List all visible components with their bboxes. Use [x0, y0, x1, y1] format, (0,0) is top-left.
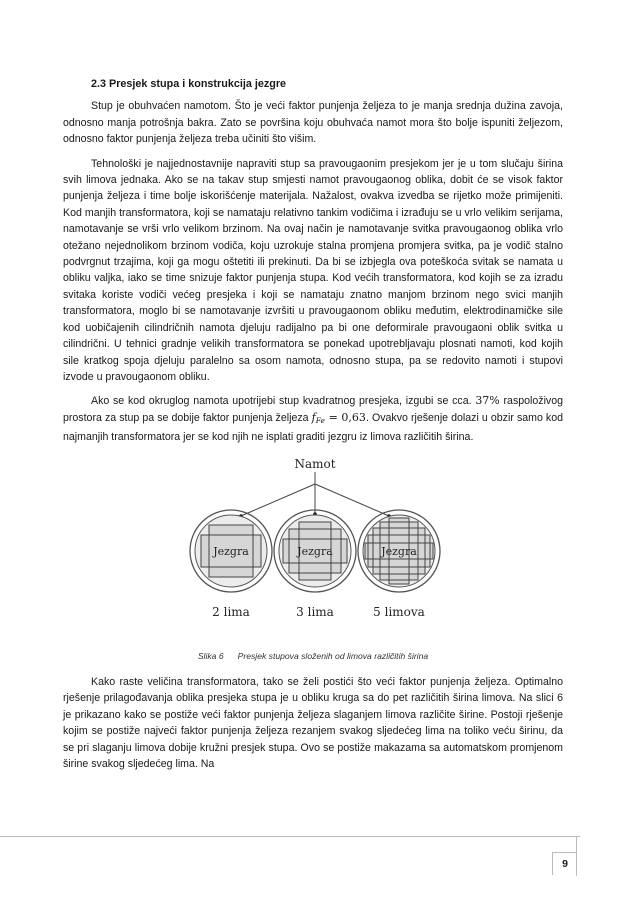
section-heading: 2.3 Presjek stupa i konstrukcija jezgre — [91, 78, 287, 90]
page-number: 9 — [552, 852, 577, 875]
page-content — [63, 76, 563, 772]
sub-label-5-limova: 5 limova — [373, 604, 425, 619]
core-label-3: Jezgra — [381, 544, 417, 558]
section-3-lima — [274, 510, 356, 592]
sub-label-2-lima: 2 lima — [212, 604, 250, 619]
figure-core-sections — [63, 454, 563, 644]
fill-factor-subscript: Fe — [315, 415, 325, 425]
caption-text: Presjek stupova složenih od limova različitih širina — [237, 650, 429, 661]
paragraph-1: Stup je obuhvaćen namotom. Što je veći faktor punjenja željeza to je manja srednja dužina zavoja, odnosno manja potrošnja bakra. Zato se površina koju obuhvaća namot mora što bolje ispuniti željezom, odnosno faktor punjenja željeza treba učiniti što višim. — [63, 100, 563, 146]
core-label-1: Jezgra — [213, 544, 249, 558]
core-label-2: Jezgra — [297, 544, 333, 558]
paragraph-3 — [63, 393, 563, 445]
loss-percent: 37% — [475, 394, 500, 408]
core-section-diagram — [63, 454, 563, 644]
sub-label-3-lima: 3 lima — [296, 604, 334, 619]
paragraph-4: Kako raste veličina transformatora, tako se želi postići što veći faktor punjenja željeza. Optimalno rješenje prilagođavanja oblika presjeka stupa je u obliku kruga sa do pet različitih širina limova. Na slici 6 je prikazano kako se postiže veći faktor punjenja željeza slaganjem limova različite širine. Postoji rješenje kojim se postiže najveći faktor punjenja željeza rezanjem svakog sljedećeg lima na toliko veću širinu, da se pri slaganju limova dobije kružni presjek stupa. Ovo se postiže makazama sa automatskom promjenom širine svakog sljedećeg lima. Na — [63, 675, 563, 770]
fill-factor-value: = 0,63 — [324, 410, 366, 424]
section-5-limova — [358, 510, 440, 592]
section-2-lima — [190, 510, 272, 592]
paragraph-3-part-3: . Ovakvo rješenje dolazi u obzir samo kod najmanjih transformatora jer se kod njih ne isplati graditi jezgru iz limova različitih širina. — [63, 411, 564, 444]
fill-factor-symbol: f — [311, 410, 316, 424]
footer-rule — [0, 836, 580, 837]
paragraph-2: Tehnološki je najjednostavnije napraviti stup sa pravougaonim presjekom jer je u tom slučaju širina svih limova jednaka. Ako se na takav stup smjesti namot pravougaonog oblika, dobit će se visok faktor punjenja željeza i time bolje iskorišćenje materijala. Nažalost, ovakva izvedba se rijetko može primijeniti. Kod manjih transformatora, koji se namataju relativno tankim vodičima i izrađuju se u vrlo velikim serijama, namotavanje se vrši vrlo velikom brzinom. Na ovaj način je namotavanje svitka pravougaonog oblika vrlo otežano nejednolikom brzinom vodiča, koju uzrokuje stalna promjena promjera svitka, pa je vodič stalno podvrgnut trzajima, koji ga mogu oštetiti ili prekinuti. Da bi se izbjegla ova poteškoća svitak se namata u obliku valjka, iako se time snizuje faktor punjenja stupa. Kod većih transformatora, kod kojih se za izradu svitaka koriste vodiči većeg presjeka i koji se namataju znatno manjom brzinom nego svici manjih transformatora, moglo bi se namotavanje izvršiti u pravougaonom obliku međutim, elektrodinamičke sile kod uobičajenih cilindričnih namota djeluju radijalno pa bi one deformirale pravougaoni oblik svitka u cilindrični. U tehnici gradnje velikih transformatora se ponekad upotrebljavaju plosnati namoti, kod kojih sile kratkog spoja djeluju paralelno sa osom namota, odnosno stupa, pa se redovito namoti i stupovi izvode u pravougaonom obliku. — [63, 157, 563, 383]
namot-label: Namot — [294, 456, 336, 471]
paragraph-3-part-1: Ako se kod okruglog namota upotrijebi stup kvadratnog presjeka, izgubi se cca. — [91, 395, 476, 408]
figure-caption — [63, 648, 563, 664]
caption-number: Slika 6 — [197, 650, 224, 661]
paragraph-3-part-2: raspoloživog prostora za stup pa se dobije faktor punjenja željeza — [63, 395, 563, 424]
